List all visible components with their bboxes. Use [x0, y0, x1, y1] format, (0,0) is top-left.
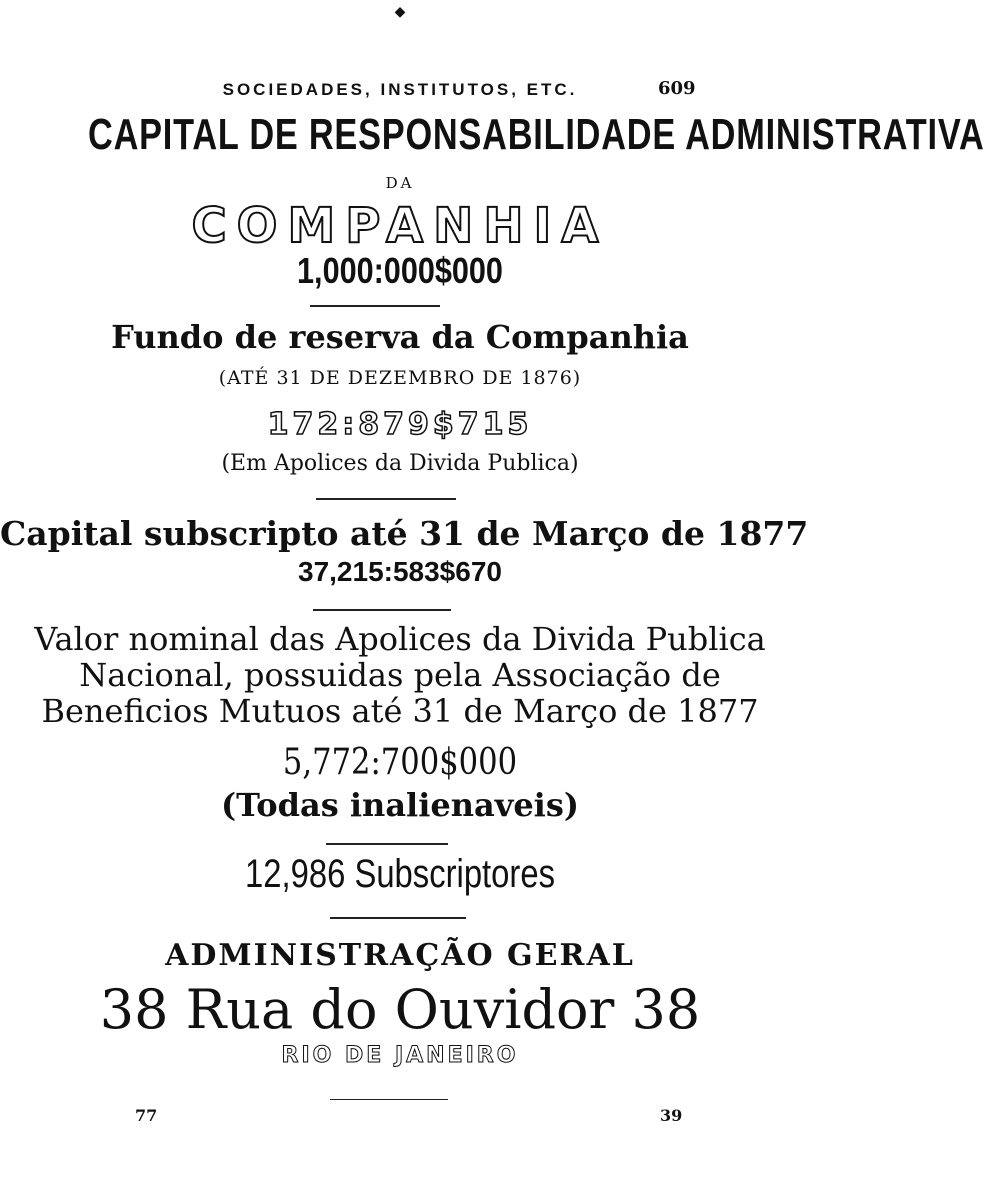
footer-right-signature: 39: [660, 1106, 683, 1125]
divider: [330, 917, 466, 919]
nominal-value-line-3: Beneficios Mutuos até 31 de Março de 1877: [41, 692, 759, 730]
divider: [326, 843, 448, 845]
nominal-value-amount: 5,772:700$000: [282, 742, 518, 783]
address: 38 Rua do Ouvidor 38: [99, 978, 701, 1041]
top-ornament: ◆: [394, 4, 406, 20]
administration-heading: ADMINISTRAÇÃO GERAL: [165, 938, 635, 973]
reserve-fund-amount: 172:879$715: [267, 407, 533, 442]
page-number: 609: [658, 78, 696, 99]
subtitle-da: DA: [385, 174, 415, 192]
divider: [330, 1099, 448, 1100]
nominal-value-line-2: Nacional, possuidas pela Associação de: [79, 656, 721, 694]
running-header: SOCIEDADES, INSTITUTOS, ETC.: [222, 80, 578, 99]
city: RIO DE JANEIRO: [281, 1043, 519, 1068]
footer-left-signature: 77: [135, 1106, 158, 1125]
reserve-fund-note: (Em Apolices da Divida Publica): [221, 451, 579, 476]
subscribed-capital-heading: Capital subscripto até 31 de Março de 1877: [0, 514, 809, 553]
divider: [310, 305, 440, 307]
divider: [313, 609, 451, 611]
subscribers-count: 12,986 Subscriptores: [245, 852, 555, 896]
capital-amount: 1,000:000$000: [297, 250, 503, 291]
reserve-fund-date: (ATÉ 31 DE DEZEMBRO DE 1876): [218, 367, 582, 389]
divider: [316, 498, 456, 500]
page-title: CAPITAL DE RESPONSABILIDADE ADMINISTRATIVA: [88, 110, 985, 159]
nominal-value-note: (Todas inalienaveis): [221, 786, 579, 824]
company-heading: COMPANHIA: [191, 198, 609, 254]
nominal-value-line-1: Valor nominal das Apolices da Divida Publica: [34, 620, 766, 658]
subscribed-capital-amount: 37,215:583$670: [298, 556, 502, 587]
reserve-fund-heading: Fundo de reserva da Companhia: [111, 318, 689, 356]
